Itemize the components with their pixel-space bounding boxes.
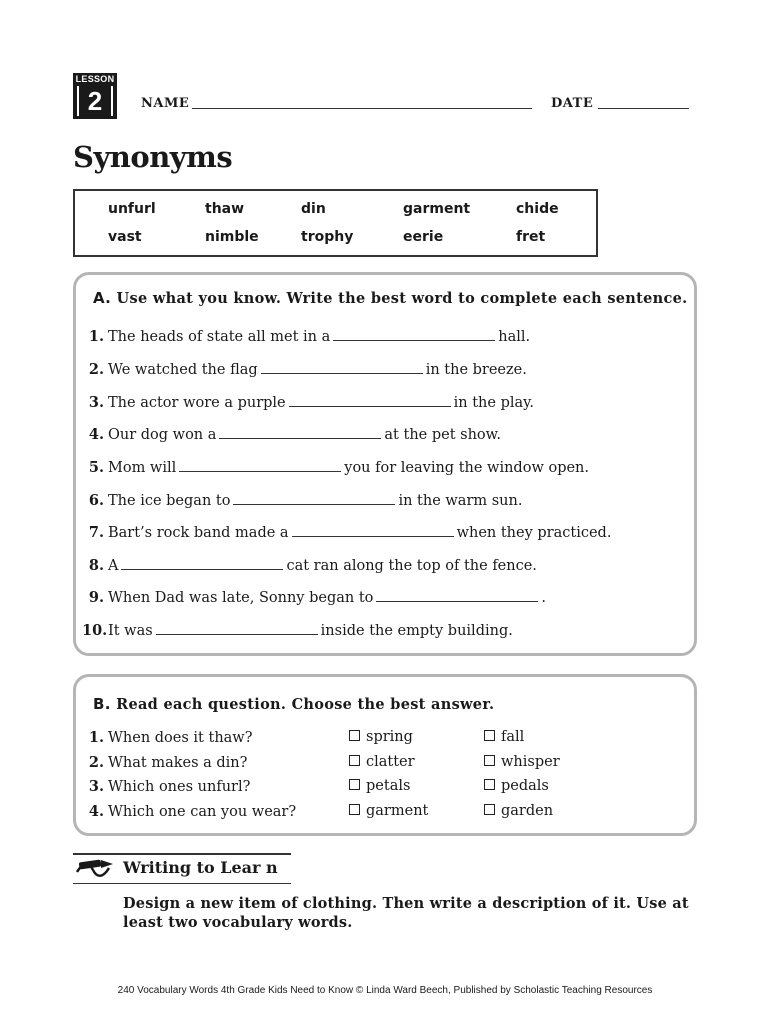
option-label: garment	[366, 803, 429, 819]
sentence-item	[82, 361, 527, 378]
question-item	[82, 778, 250, 795]
sentence-item	[82, 589, 546, 606]
answer-option[interactable]	[349, 754, 415, 770]
answer-option[interactable]	[349, 729, 413, 745]
item-number: 5.	[88, 459, 104, 476]
answer-blank[interactable]	[156, 622, 318, 635]
word-bank-item: din	[301, 201, 326, 217]
writing-pen-icon	[75, 858, 117, 880]
sentence-text: Our dog won a	[108, 427, 217, 443]
word-bank-item: thaw	[205, 201, 245, 217]
question-text: Which one can you wear?	[108, 804, 297, 820]
lesson-label: LESSON	[73, 73, 117, 85]
writing-bottom-rule	[73, 883, 291, 884]
answer-blank[interactable]	[121, 557, 283, 570]
sentence-text: We watched the flag	[108, 362, 258, 378]
section-a-letter: A.	[93, 289, 112, 307]
item-number: 8.	[88, 557, 104, 574]
option-label: spring	[366, 729, 413, 745]
lesson-badge	[73, 73, 117, 119]
option-label: clatter	[366, 754, 415, 770]
sentence-text: The heads of state all met in a	[108, 329, 331, 345]
name-field[interactable]	[192, 108, 532, 109]
section-a-panel	[73, 272, 697, 656]
question-text: What makes a din?	[108, 755, 248, 771]
answer-option[interactable]	[484, 754, 560, 770]
sentence-item	[82, 426, 501, 443]
question-item	[82, 754, 247, 771]
section-a-heading	[93, 289, 688, 307]
item-number: 10.	[82, 622, 108, 639]
answer-blank[interactable]	[233, 492, 395, 505]
answer-blank[interactable]	[333, 328, 495, 341]
sentence-item	[82, 459, 589, 476]
question-text: When does it thaw?	[108, 730, 253, 746]
sentence-text: in the breeze.	[425, 362, 527, 378]
checkbox-icon[interactable]	[484, 804, 495, 815]
sentence-text: The actor wore a purple	[108, 395, 286, 411]
sentence-text: When Dad was late, Sonny began to	[108, 590, 374, 606]
item-number: 3.	[88, 778, 104, 795]
sentence-text: in the warm sun.	[398, 493, 523, 509]
word-bank-item: vast	[108, 229, 142, 245]
name-label: NAME	[141, 96, 190, 111]
sentence-text: in the play.	[453, 395, 535, 411]
date-field[interactable]	[598, 108, 689, 109]
section-b-panel	[73, 674, 697, 836]
option-label: whisper	[501, 754, 560, 770]
sentence-text: cat ran along the top of the fence.	[286, 558, 537, 574]
answer-blank[interactable]	[219, 426, 381, 439]
question-text: Which ones unfurl?	[108, 779, 251, 795]
lesson-number: 2	[77, 86, 113, 116]
option-label: petals	[366, 778, 411, 794]
option-label: garden	[501, 803, 554, 819]
answer-option[interactable]	[484, 803, 553, 819]
sentence-text: inside the empty building.	[320, 623, 513, 639]
checkbox-icon[interactable]	[349, 804, 360, 815]
word-bank-item: garment	[403, 201, 471, 217]
sentence-text: at the pet show.	[384, 427, 501, 443]
word-bank-item: unfurl	[108, 201, 156, 217]
section-a-instruction: Use what you know. Write the best word to complete each sentence.	[116, 290, 688, 307]
checkbox-icon[interactable]	[349, 730, 360, 741]
answer-blank[interactable]	[179, 459, 341, 472]
section-b-heading	[93, 695, 494, 713]
answer-blank[interactable]	[292, 524, 454, 537]
question-item	[82, 729, 252, 746]
checkbox-icon[interactable]	[484, 779, 495, 790]
sentence-item	[82, 524, 611, 541]
word-bank-item: nimble	[205, 229, 259, 245]
sentence-item	[82, 622, 513, 639]
footer-credit: 240 Vocabulary Words 4th Grade Kids Need to Know © Linda Ward Beech, Published by Scholastic Teaching Resources	[117, 985, 653, 996]
item-number: 9.	[88, 589, 104, 606]
question-item	[82, 803, 296, 820]
sentence-text: when they practiced.	[456, 525, 612, 541]
word-bank	[73, 189, 598, 257]
checkbox-icon[interactable]	[484, 755, 495, 766]
sentence-text: It was	[108, 623, 153, 639]
answer-blank[interactable]	[261, 361, 423, 374]
item-number: 4.	[88, 803, 104, 820]
item-number: 4.	[88, 426, 104, 443]
item-number: 2.	[88, 361, 104, 378]
section-b-letter: B.	[93, 695, 111, 713]
answer-blank[interactable]	[376, 589, 538, 602]
answer-blank[interactable]	[289, 394, 451, 407]
item-number: 6.	[88, 492, 104, 509]
checkbox-icon[interactable]	[349, 755, 360, 766]
checkbox-icon[interactable]	[349, 779, 360, 790]
answer-option[interactable]	[349, 803, 428, 819]
writing-title: Writing to Lear n	[123, 858, 278, 877]
sentence-text: .	[541, 590, 546, 606]
checkbox-icon[interactable]	[484, 730, 495, 741]
page-title: Synonyms	[73, 140, 233, 174]
sentence-text: you for leaving the window open.	[344, 460, 590, 476]
item-number: 2.	[88, 754, 104, 771]
answer-option[interactable]	[484, 778, 549, 794]
sentence-text: Bart’s rock band made a	[108, 525, 289, 541]
sentence-item	[82, 557, 537, 574]
section-b-instruction: Read each question. Choose the best answer.	[116, 696, 495, 713]
writing-top-rule	[73, 853, 291, 855]
item-number: 7.	[88, 524, 104, 541]
word-bank-item: chide	[516, 201, 559, 217]
word-bank-item: eerie	[403, 229, 444, 245]
writing-prompt: Design a new item of clothing. Then write a description of it. Use at least two vocabulary words.	[123, 895, 689, 931]
word-bank-item: trophy	[301, 229, 354, 245]
answer-option[interactable]	[349, 778, 410, 794]
option-label: pedals	[501, 778, 549, 794]
date-label: DATE	[551, 96, 594, 111]
sentence-text: A	[108, 558, 119, 574]
item-number: 3.	[88, 394, 104, 411]
item-number: 1.	[88, 729, 104, 746]
sentence-item	[82, 492, 522, 509]
sentence-text: hall.	[498, 329, 531, 345]
sentence-text: Mom will	[108, 460, 177, 476]
word-bank-item: fret	[516, 229, 546, 245]
sentence-text: The ice began to	[108, 493, 231, 509]
sentence-item	[82, 328, 530, 345]
answer-option[interactable]	[484, 729, 524, 745]
sentence-item	[82, 394, 534, 411]
item-number: 1.	[88, 328, 104, 345]
option-label: fall	[501, 729, 525, 745]
